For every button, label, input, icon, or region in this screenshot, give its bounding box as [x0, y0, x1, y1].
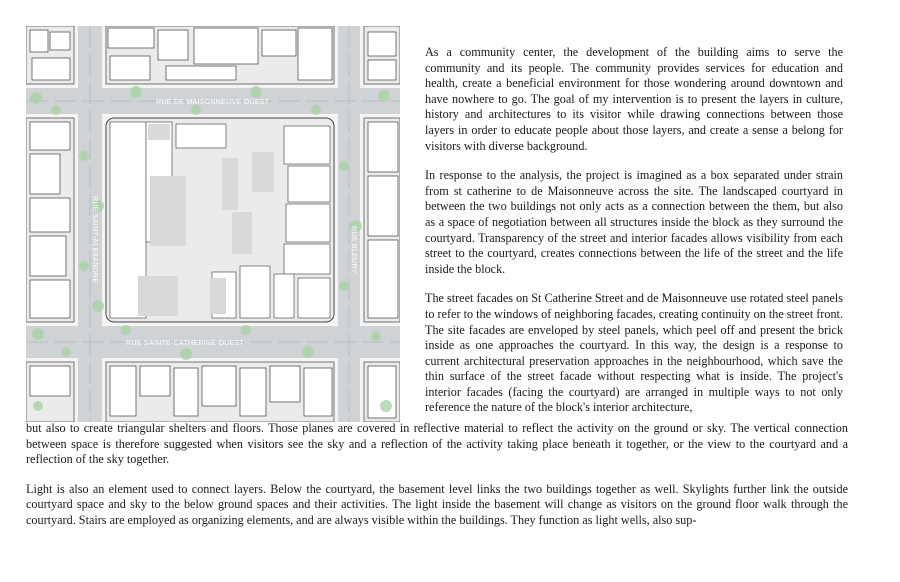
paragraph-facades: The street facades on St Catherine Street and de Maisonneuve use rotated steel panels to refer to the windows of neighboring facades, creating continuity on the street front. The site facades are enveloped by steel panels, which peel off and present the brick inside as one approaches the courtyard. In this way, the design is a response to current architectural preservation approaches in the neighbourhood, which save the thin surface of the street facade without respecting what is inside. The project's interior facades (facing the courtyard) are arranged in multiple ways to not only reference the nature of the block's interior architecture, [425, 291, 843, 415]
paragraph-intro: As a community center, the development of the building aims to serve the community and its people. The community provides services for education and health, create a beneficial environment for those wondering around downtown and have nowhere to go. The goal of my intervention is to present the layers in culture, history and architectures to its visitor while drawing connections between those layers in order to educate people about those layers, and create a sense a belong for visitors with diverse background. [425, 45, 843, 153]
paragraph-light: Light is also an element used to connect layers. Below the courtyard, the basement level links the two buildings together as well. Skylights further link the outside courtyard space and sky to the below ground spaces and their activities. The light inside the basement will change as visitors on the ground floor walk through the courtyard. Stairs are employed as organizing elements, and are always visible within the buildings. They function as light wells, also sup- [26, 481, 848, 527]
block-left [26, 118, 74, 322]
block-top-left [26, 26, 74, 84]
paragraph-facades-continued: but also to create triangular shelters and floors. Those planes are covered in reflective material to reflect the activity on the ground or sky. The vertical connection between space is therefore suggested when visitors see the sky and a reflection of the activity taking place beneath it together, or the view to the courtyard and a reflection of the sky together. [26, 421, 848, 467]
street-label-bottom: RUE SAINTE-CATHERINE OUEST [126, 340, 245, 347]
street-label-left: RUE SAINT-ALEXANDRE [91, 196, 98, 284]
street-label-right: RUE BLEURY [350, 226, 357, 274]
block-top-right [364, 26, 400, 84]
text-column-full [26, 421, 848, 543]
street-label-top: RUE DE MAISONNEUVE OUEST [156, 99, 270, 106]
block-top-middle [106, 26, 334, 84]
text-column-right [425, 45, 843, 430]
block-right [364, 118, 400, 322]
site-plan-map [26, 26, 400, 422]
paragraph-analysis: In response to the analysis, the project is imagined as a box separated under strain from st catherine to de Maisonneuve across the site. The landscaped courtyard in between the two buildings not only acts as a connection between the them, but also as a space of negotiation between all structures inside the block as they surround the courtyard. Transparency of the street and interior facades allows visibility from each street to the courtyard, creates connections between the life of the street and the life inside the block. [425, 168, 843, 276]
